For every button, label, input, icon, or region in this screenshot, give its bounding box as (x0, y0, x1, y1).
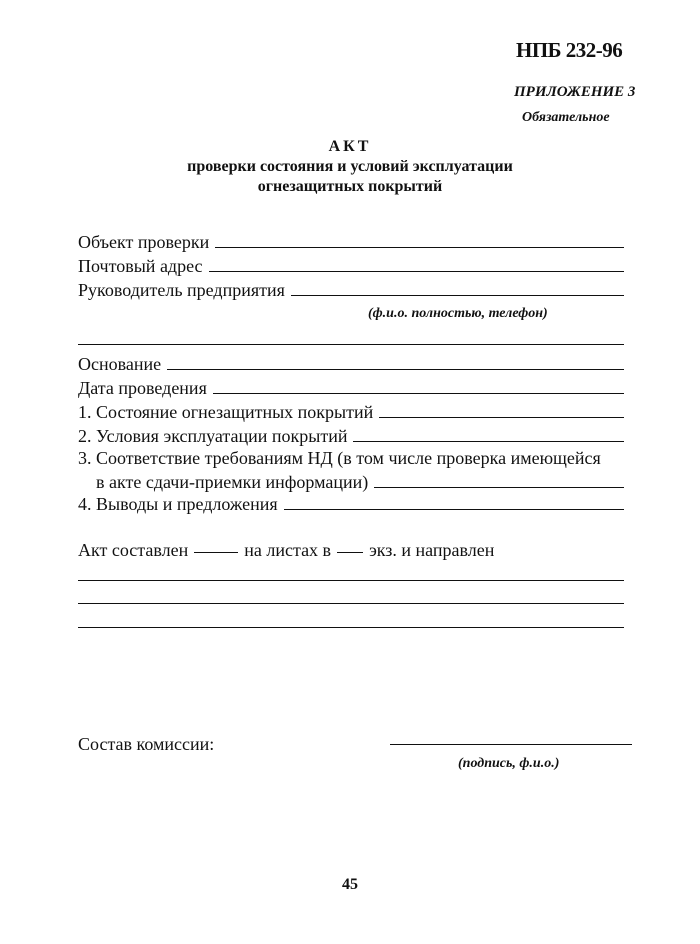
object-label: Объект проверки (78, 232, 210, 252)
item-4-input-line[interactable] (284, 509, 624, 510)
act-compiled-label: Акт составлен (78, 540, 189, 560)
item-4-label: 4. Выводы и предложения (78, 494, 278, 514)
item-2-label: 2. Условия эксплуатации покрытий (78, 426, 348, 446)
sheets-count-line[interactable] (194, 552, 238, 553)
date-label: Дата проведения (78, 378, 207, 398)
act-copies-label: экз. и направлен (369, 540, 495, 560)
basis-field (78, 354, 624, 374)
copies-count-line[interactable] (337, 552, 363, 553)
recipients-line-1[interactable] (78, 580, 624, 581)
act-subtitle-line-1: проверки состояния и условий эксплуатации (187, 158, 513, 175)
director-hint: (ф.и.о. полностью, телефон) (368, 306, 548, 321)
director-field (78, 280, 624, 300)
item-3-label-line-2: в акте сдачи-приемки информации) (96, 472, 369, 492)
director-label: Руководитель предприятия (78, 280, 285, 300)
item-4-field (78, 494, 624, 514)
item-3-input-line[interactable] (374, 487, 624, 488)
signature-hint: (подпись, ф.и.о.) (458, 756, 560, 771)
address-label: Почтовый адрес (78, 256, 203, 276)
item-1-input-line[interactable] (379, 417, 624, 418)
address-input-line[interactable] (209, 271, 624, 272)
object-input-line[interactable] (215, 247, 624, 248)
recipients-line-2[interactable] (78, 603, 624, 604)
appendix-label: ПРИЛОЖЕНИЕ 3 (514, 84, 636, 100)
date-input-line[interactable] (213, 393, 624, 394)
address-field (78, 256, 624, 276)
commission-label: Состав комиссии: (78, 734, 215, 754)
item-3-field (96, 472, 624, 492)
date-field (78, 378, 624, 398)
mandatory-label: Обязательное (522, 110, 610, 125)
basis-label: Основание (78, 354, 162, 374)
basis-input-line[interactable] (167, 369, 624, 370)
recipients-line-3[interactable] (78, 627, 624, 628)
act-subtitle-line-2: огнезащитных покрытий (257, 178, 443, 195)
object-field (78, 232, 624, 252)
item-1-label: 1. Состояние огнезащитных покрытий (78, 402, 374, 422)
director-extra-line[interactable] (78, 344, 624, 345)
page-number: 45 (342, 876, 358, 893)
signature-line[interactable] (390, 744, 632, 745)
director-input-line[interactable] (291, 295, 624, 296)
item-2-field (78, 426, 624, 446)
act-title: АКТ (328, 138, 372, 155)
document-code: НПБ 232-96 (516, 38, 623, 62)
item-2-input-line[interactable] (353, 441, 624, 442)
item-3-label-line-1: 3. Соответствие требованиям НД (в том числе проверка имеющейся (78, 448, 601, 468)
act-sheets-label: на листах в (244, 540, 332, 560)
act-compiled-sentence (78, 540, 494, 561)
item-1-field (78, 402, 624, 422)
